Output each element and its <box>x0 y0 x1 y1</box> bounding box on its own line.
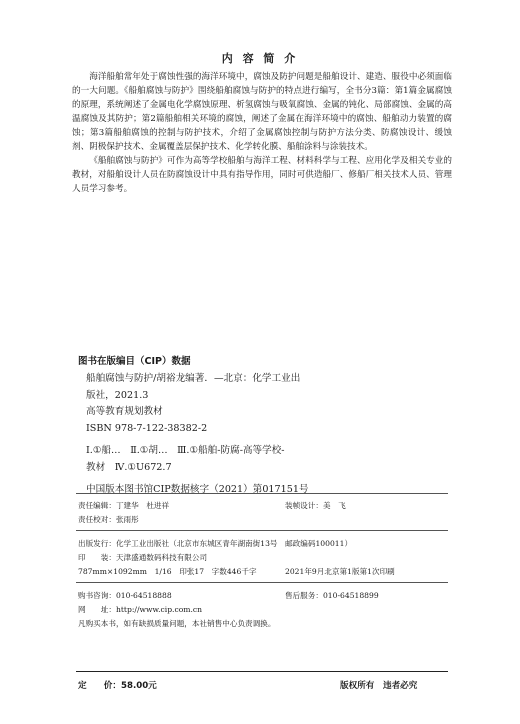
divider <box>76 530 448 531</box>
publisher-info <box>78 538 352 549</box>
printer-info <box>78 552 207 563</box>
edition-value: 2021年9月北京第1版第1次印刷 <box>285 567 395 576</box>
editor-value: 丁建华 杜进祥 <box>115 501 170 510</box>
credits-proof <box>78 514 139 525</box>
replacement-note <box>78 618 275 629</box>
cip-line: 版社，2021.3 <box>86 389 149 401</box>
intro-body <box>72 70 452 196</box>
cip-data-block <box>86 371 432 499</box>
credits-design <box>285 500 346 511</box>
web-link[interactable]: http://www.cip.com.cn <box>115 605 203 614</box>
proof-label: 责任校对： <box>78 515 116 524</box>
divider <box>76 493 448 494</box>
cip-record-number: 中国版本图书馆CIP数据核字（2021）第017151号 <box>86 484 309 495</box>
purchase-consult <box>78 590 172 601</box>
cip-line: ISBN 978-7-122-38382-2 <box>86 422 208 434</box>
divider <box>76 582 448 583</box>
print-value: 天津盛通数码科技有限公司 <box>115 553 208 562</box>
service-label: 售后服务： <box>285 591 323 600</box>
after-sales <box>285 590 379 601</box>
proof-value: 张雨彤 <box>115 515 139 524</box>
note-text: 凡购买本书，如有缺损质量问题，本社销售中心负责调换。 <box>78 619 276 628</box>
consult-label: 购书咨询： <box>78 591 116 600</box>
price-value: 58.00元 <box>120 681 157 691</box>
website <box>78 604 202 615</box>
print-label: 印 装： <box>78 553 116 562</box>
intro-paragraph: 《船舶腐蚀与防护》可作为高等学校船舶与海洋工程、材料科学与工程、应用化学及相关专业的教材，对船舶设计人员在防腐蚀设计中具有指导作用，同时可供造船厂、修船厂相关技术人员、管理人员学习参考。 <box>72 156 452 194</box>
cip-line: 教材 Ⅳ.①U672.7 <box>86 461 172 473</box>
cip-line: Ⅰ.①船… Ⅱ.①胡… Ⅲ.①船舶-防腐-高等学校- <box>86 445 285 456</box>
format-info <box>78 566 257 577</box>
rights-notice: 版权所有 违者必究 <box>340 681 418 691</box>
price-label: 定 价： <box>78 681 121 691</box>
service-value: 010-64518899 <box>322 591 379 600</box>
format-value: 787mm×1092mm 1/16 印张17 字数446千字 <box>78 567 257 576</box>
intro-paragraph: 海洋船舶常年处于腐蚀性强的海洋环境中，腐蚀及防护问题是船舶设计、建造、服役中必须面临的一大问题。《船舶腐蚀与防护》围绕船舶腐蚀与防护的特点进行编写，全书分3篇：第1篇金属腐蚀的原理，系统阐述了金属电化学腐蚀原理、析氢腐蚀与吸氧腐蚀、金属的钝化、局部腐蚀、金属的高温腐蚀及其防护；第2篇船舶相关环境的腐蚀，阐述了金属在海洋环境中的腐蚀、船舶动力装置的腐蚀；第3篇船舶腐蚀的控制与防护技术，介绍了金属腐蚀控制与防护方法分类、防腐蚀设计、缓蚀剂、阴极保护技术、金属覆盖层保护技术、化学转化膜、船舶涂料与涂装技术。 <box>72 72 452 152</box>
publisher-label: 出版发行： <box>78 539 116 548</box>
cip-line: 船舶腐蚀与防护/胡裕龙编著．—北京：化学工业出 <box>86 373 301 384</box>
web-label: 网 址： <box>78 605 116 614</box>
price <box>78 679 157 691</box>
cip-line: 高等教育规划教材 <box>86 406 163 417</box>
intro-title: 内 容 简 介 <box>221 52 299 65</box>
editor-label: 责任编辑： <box>78 501 116 510</box>
edition-info <box>285 566 395 577</box>
design-value: 美 飞 <box>322 501 346 510</box>
publisher-value: 化学工业出版社（北京市东城区青年湖南街13号 邮政编码100011） <box>115 539 353 548</box>
credits-editor <box>78 500 169 511</box>
cip-heading: 图书在版编目（CIP）数据 <box>78 356 191 367</box>
consult-value: 010-64518888 <box>115 591 172 600</box>
divider <box>76 671 448 672</box>
design-label: 装帧设计： <box>285 501 323 510</box>
